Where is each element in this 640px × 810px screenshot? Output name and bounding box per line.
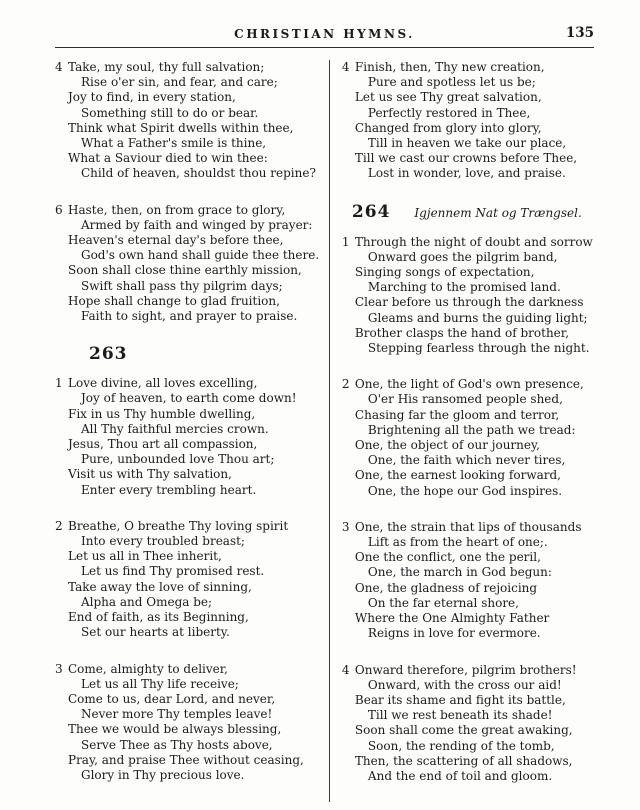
verse-line: Faith to sight, and prayer to praise. xyxy=(81,309,298,324)
verse-line: Take, my soul, thy full salvation; xyxy=(68,60,265,74)
verse-line: Fix in us Thy humble dwelling, xyxy=(68,406,256,421)
verse-line: Something still to do or bear. xyxy=(81,105,259,120)
verse-number: 3 xyxy=(55,661,63,676)
verse-line: Changed from glory into glory, xyxy=(354,120,542,135)
verse-line: Come to us, dear Lord, and never, xyxy=(68,691,276,706)
hymn-verse xyxy=(342,663,598,785)
verse-line: Finish, then, Thy new creation, xyxy=(354,60,545,74)
verse-line: Swift shall pass thy pilgrim days; xyxy=(81,278,283,293)
verse-line: Clear before us through the darkness xyxy=(354,295,584,310)
verse-line: Stepping fearless through the night. xyxy=(367,341,590,356)
verse-line: Lift as from the heart of one;. xyxy=(367,535,548,550)
hymn-verse xyxy=(342,377,598,499)
verse-line: Soon shall come the great awaking, xyxy=(354,723,573,738)
verse-line: One, the strain that lips of thousands xyxy=(354,519,582,534)
verse-line: One the conflict, one the peril, xyxy=(354,550,541,565)
verse-line: Brightening all the path we tread: xyxy=(367,422,576,437)
verse-line: Into every troubled breast; xyxy=(81,534,245,549)
verse-number: 2 xyxy=(55,518,63,533)
hymn-verse xyxy=(55,60,323,182)
verse-line: Till we rest beneath its shade! xyxy=(367,708,553,723)
verse-line: Come, almighty to deliver, xyxy=(68,661,228,676)
verse-line: God's own hand shall guide thee there. xyxy=(81,248,320,263)
verse-number: 6 xyxy=(55,202,63,217)
verse-line: One, the earnest looking forward, xyxy=(354,468,561,483)
verse-line: Pure, unbounded love Thou art; xyxy=(81,452,275,467)
verse-line: Let us see Thy great salvation, xyxy=(354,90,542,105)
page-header xyxy=(55,27,594,48)
verse-line: One, the march in God begun: xyxy=(367,565,552,580)
verse-line: Gleams and burns the guiding light; xyxy=(367,310,588,325)
verse-line: On the far eternal shore, xyxy=(367,595,519,610)
verse-line: Lost in wonder, love, and praise. xyxy=(367,166,566,181)
hymn-title: Igjennem Nat og Trængsel. xyxy=(414,205,582,220)
hymn-number: 264 xyxy=(351,201,391,222)
verse-line: Then, the scattering of all shadows, xyxy=(354,753,573,768)
verse-number: 3 xyxy=(341,519,350,534)
verse-line: Child of heaven, shouldst thou repine? xyxy=(81,166,316,181)
hymn-verse xyxy=(55,203,323,325)
verse-line: Singing songs of expectation, xyxy=(354,265,535,280)
verse-line: Rise o'er sin, and fear, and care; xyxy=(81,75,278,90)
verse-line: Take away the love of sinning, xyxy=(68,579,252,594)
text-columns xyxy=(55,60,598,802)
verse-line: Breathe, O breathe Thy loving spirit xyxy=(68,518,289,533)
right-column xyxy=(330,60,598,802)
verse-line: One, the light of God's own presence, xyxy=(354,377,584,392)
verse-line: One, the gladness of rejoicing xyxy=(354,580,538,595)
verse-line: What a Saviour died to win thee: xyxy=(68,151,268,166)
verse-line: Let us all in Thee inherit, xyxy=(68,549,222,564)
verse-line: Bear its shame and fight its battle, xyxy=(354,692,566,707)
verse-line: Glory in Thy precious love. xyxy=(81,767,245,782)
verse-line: Hope shall change to glad fruition, xyxy=(68,293,280,308)
verse-line: Marching to the promised land. xyxy=(367,280,561,295)
hymn-number: 263 xyxy=(89,344,128,365)
verse-number: 4 xyxy=(55,60,63,74)
verse-line: Joy of heaven, to earth come down! xyxy=(81,391,297,406)
verse-line: Till we cast our crowns before Thee, xyxy=(354,151,578,166)
verse-line: Let us find Thy promised rest. xyxy=(81,564,265,579)
verse-line: End of faith, as its Beginning, xyxy=(68,610,249,625)
verse-line: Never more Thy temples leave! xyxy=(81,707,273,722)
verse-line: One, the hope our God inspires. xyxy=(367,483,563,498)
verse-line: Let us all Thy life receive; xyxy=(81,676,239,691)
verse-line: One, the faith which never tires, xyxy=(367,453,566,468)
header-rule xyxy=(55,47,594,48)
verse-line: Onward therefore, pilgrim brothers! xyxy=(354,662,577,677)
verse-line: Enter every trembling heart. xyxy=(81,482,257,497)
left-column xyxy=(55,60,323,802)
verse-line: Brother clasps the hand of brother, xyxy=(354,325,570,340)
verse-number: 1 xyxy=(341,234,350,249)
verse-line: Heaven's eternal day's before thee, xyxy=(68,233,284,248)
verse-line: O'er His ransomed people shed, xyxy=(367,392,563,407)
verse-line: Armed by faith and winged by prayer: xyxy=(81,217,313,232)
hymn-verse xyxy=(55,519,323,641)
verse-line: Pure and spotless let us be; xyxy=(367,75,536,90)
verse-line: One, the object of our journey, xyxy=(354,438,540,453)
verse-line: Soon shall close thine earthly mission, xyxy=(68,263,302,278)
verse-line: Reigns in love for evermore. xyxy=(367,626,541,641)
verse-line: Perfectly restored in Thee, xyxy=(367,105,531,120)
verse-line: Onward, with the cross our aid! xyxy=(367,677,562,692)
hymn-verse xyxy=(342,235,598,357)
verse-line: Onward goes the pilgrim band, xyxy=(367,249,558,264)
verse-line: Pray, and praise Thee without ceasing, xyxy=(68,752,304,767)
running-head: CHRISTIAN HYMNS. xyxy=(234,27,415,41)
verse-line: Alpha and Omega be; xyxy=(81,594,213,609)
hymn-verse xyxy=(342,520,598,642)
verse-line: Serve Thee as Thy hosts above, xyxy=(81,737,273,752)
hymn-heading xyxy=(89,345,323,363)
verse-line: What a Father's smile is thine, xyxy=(81,136,267,151)
hymn-heading xyxy=(352,203,598,222)
verse-number: 4 xyxy=(341,662,350,677)
verse-line: All Thy faithful mercies crown. xyxy=(81,421,269,436)
verse-line: Visit us with Thy salvation, xyxy=(68,467,232,482)
verse-line: Soon, the rending of the tomb, xyxy=(367,738,555,753)
verse-number: 4 xyxy=(341,60,350,74)
verse-line: Till in heaven we take our place, xyxy=(367,136,567,151)
verse-line: And the end of toil and gloom. xyxy=(367,768,553,783)
verse-line: Set our hearts at liberty. xyxy=(81,625,230,640)
verse-line: Where the One Almighty Father xyxy=(354,611,550,626)
verse-line: Think what Spirit dwells within thee, xyxy=(68,120,294,135)
hymn-verse xyxy=(55,662,323,784)
verse-line: Through the night of doubt and sorrow xyxy=(354,234,593,249)
verse-line: Thee we would be always blessing, xyxy=(68,722,282,737)
verse-line: Love divine, all loves excelling, xyxy=(68,376,258,391)
verse-line: Jesus, Thou art all compassion, xyxy=(68,437,258,452)
verse-line: Chasing far the gloom and terror, xyxy=(354,407,560,422)
verse-number: 1 xyxy=(55,376,63,391)
hymn-verse xyxy=(342,60,598,182)
hymn-verse xyxy=(55,376,323,498)
verse-line: Joy to find, in every station, xyxy=(68,90,236,105)
verse-line: Haste, then, on from grace to glory, xyxy=(68,202,286,217)
verse-number: 2 xyxy=(341,377,350,392)
page-number: 135 xyxy=(565,25,594,41)
